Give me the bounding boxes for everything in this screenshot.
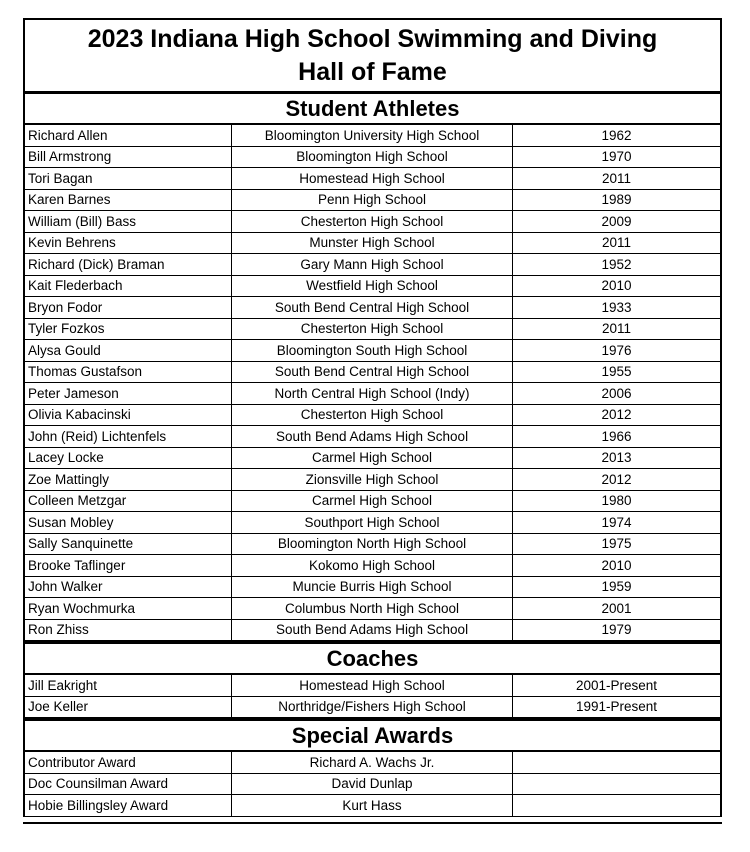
year-cell: 1974 <box>513 512 721 534</box>
name-cell: Hobie Billingsley Award <box>25 795 232 817</box>
school-cell: Westfield High School <box>232 275 513 297</box>
table-row <box>25 168 720 190</box>
year-cell: 1991-Present <box>513 696 721 718</box>
title-line-1: 2023 Indiana High School Swimming and Diving <box>87 24 658 53</box>
name-cell: Colleen Metzgar <box>25 490 232 512</box>
name-cell: Bill Armstrong <box>25 146 232 168</box>
table-row <box>25 512 720 534</box>
school-cell: Bloomington North High School <box>232 533 513 555</box>
name-cell: John (Reid) Lichtenfels <box>25 426 232 448</box>
school-cell: Richard A. Wachs Jr. <box>232 752 513 773</box>
school-cell: Penn High School <box>232 189 513 211</box>
school-cell: Columbus North High School <box>232 598 513 620</box>
table-row <box>25 211 720 233</box>
section-heading-coaches: Coaches <box>25 641 720 675</box>
year-cell: 2006 <box>513 383 721 405</box>
table-row <box>25 383 720 405</box>
year-cell: 1955 <box>513 361 721 383</box>
table-row <box>25 361 720 383</box>
name-cell: Tyler Fozkos <box>25 318 232 340</box>
table-row <box>25 490 720 512</box>
name-cell: Alysa Gould <box>25 340 232 362</box>
school-cell: Chesterton High School <box>232 318 513 340</box>
name-cell: Olivia Kabacinski <box>25 404 232 426</box>
name-cell: Lacey Locke <box>25 447 232 469</box>
table-row <box>25 469 720 491</box>
table-row <box>25 232 720 254</box>
year-cell: 2011 <box>513 232 721 254</box>
school-cell: Zionsville High School <box>232 469 513 491</box>
year-cell: 2001 <box>513 598 721 620</box>
year-cell: 1989 <box>513 189 721 211</box>
year-cell: 1976 <box>513 340 721 362</box>
bottom-border <box>23 822 722 824</box>
name-cell: Ryan Wochmurka <box>25 598 232 620</box>
name-cell: Joe Keller <box>25 696 232 718</box>
school-cell: North Central High School (Indy) <box>232 383 513 405</box>
school-cell: Munster High School <box>232 232 513 254</box>
school-cell: Bloomington South High School <box>232 340 513 362</box>
table-row <box>25 426 720 448</box>
year-cell <box>513 795 721 817</box>
year-cell: 1980 <box>513 490 721 512</box>
name-cell: Kait Flederbach <box>25 275 232 297</box>
year-cell: 1962 <box>513 125 721 146</box>
name-cell: Thomas Gustafson <box>25 361 232 383</box>
section-heading-athletes: Student Athletes <box>25 94 720 125</box>
school-cell: Homestead High School <box>232 168 513 190</box>
table-row <box>25 146 720 168</box>
school-cell: Gary Mann High School <box>232 254 513 276</box>
year-cell <box>513 773 721 795</box>
name-cell: John Walker <box>25 576 232 598</box>
name-cell: Bryon Fodor <box>25 297 232 319</box>
year-cell: 2011 <box>513 318 721 340</box>
hall-of-fame-sheet <box>23 18 722 817</box>
school-cell: South Bend Adams High School <box>232 426 513 448</box>
name-cell: Sally Sanquinette <box>25 533 232 555</box>
section-heading-awards: Special Awards <box>25 718 720 752</box>
athletes-table <box>25 125 720 641</box>
school-cell: Bloomington University High School <box>232 125 513 146</box>
school-cell: Muncie Burris High School <box>232 576 513 598</box>
page-title <box>25 20 720 94</box>
year-cell: 1966 <box>513 426 721 448</box>
table-row <box>25 598 720 620</box>
table-row <box>25 318 720 340</box>
name-cell: Brooke Taflinger <box>25 555 232 577</box>
table-row <box>25 189 720 211</box>
year-cell: 1952 <box>513 254 721 276</box>
table-row <box>25 795 720 817</box>
year-cell <box>513 752 721 773</box>
year-cell: 2001-Present <box>513 675 721 696</box>
school-cell: Kurt Hass <box>232 795 513 817</box>
coaches-table <box>25 675 720 718</box>
school-cell: Homestead High School <box>232 675 513 696</box>
name-cell: Peter Jameson <box>25 383 232 405</box>
table-row <box>25 533 720 555</box>
name-cell: Karen Barnes <box>25 189 232 211</box>
year-cell: 2013 <box>513 447 721 469</box>
name-cell: William (Bill) Bass <box>25 211 232 233</box>
school-cell: Southport High School <box>232 512 513 534</box>
table-row <box>25 555 720 577</box>
year-cell: 1933 <box>513 297 721 319</box>
school-cell: Chesterton High School <box>232 211 513 233</box>
year-cell: 1975 <box>513 533 721 555</box>
table-row <box>25 696 720 718</box>
year-cell: 2009 <box>513 211 721 233</box>
table-row <box>25 275 720 297</box>
table-row <box>25 447 720 469</box>
school-cell: Carmel High School <box>232 447 513 469</box>
table-row <box>25 404 720 426</box>
table-row <box>25 254 720 276</box>
school-cell: South Bend Adams High School <box>232 619 513 641</box>
table-row <box>25 675 720 696</box>
awards-table <box>25 752 720 817</box>
school-cell: Bloomington High School <box>232 146 513 168</box>
school-cell: Kokomo High School <box>232 555 513 577</box>
year-cell: 2012 <box>513 469 721 491</box>
title-line-2: Hall of Fame <box>298 57 447 86</box>
name-cell: Richard (Dick) Braman <box>25 254 232 276</box>
school-cell: South Bend Central High School <box>232 297 513 319</box>
table-row <box>25 340 720 362</box>
table-row <box>25 297 720 319</box>
name-cell: Kevin Behrens <box>25 232 232 254</box>
year-cell: 1970 <box>513 146 721 168</box>
name-cell: Ron Zhiss <box>25 619 232 641</box>
name-cell: Richard Allen <box>25 125 232 146</box>
year-cell: 2010 <box>513 275 721 297</box>
table-row <box>25 125 720 146</box>
year-cell: 1979 <box>513 619 721 641</box>
name-cell: Contributor Award <box>25 752 232 773</box>
year-cell: 2011 <box>513 168 721 190</box>
name-cell: Zoe Mattingly <box>25 469 232 491</box>
school-cell: South Bend Central High School <box>232 361 513 383</box>
table-row <box>25 576 720 598</box>
table-row <box>25 752 720 773</box>
school-cell: Carmel High School <box>232 490 513 512</box>
table-row <box>25 619 720 641</box>
year-cell: 1959 <box>513 576 721 598</box>
name-cell: Jill Eakright <box>25 675 232 696</box>
name-cell: Doc Counsilman Award <box>25 773 232 795</box>
school-cell: Chesterton High School <box>232 404 513 426</box>
name-cell: Susan Mobley <box>25 512 232 534</box>
year-cell: 2012 <box>513 404 721 426</box>
school-cell: David Dunlap <box>232 773 513 795</box>
table-row <box>25 773 720 795</box>
name-cell: Tori Bagan <box>25 168 232 190</box>
year-cell: 2010 <box>513 555 721 577</box>
school-cell: Northridge/Fishers High School <box>232 696 513 718</box>
